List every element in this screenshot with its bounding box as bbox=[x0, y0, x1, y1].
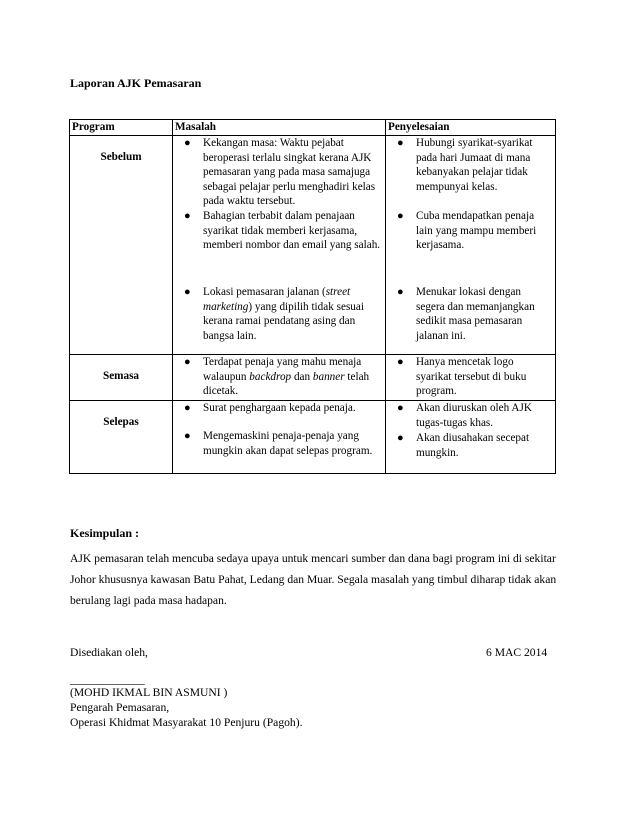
list-item: ● Akan diusahakan secepat mungkin. bbox=[397, 432, 530, 459]
masalah-cell bbox=[173, 401, 386, 474]
program-cell: Sebelum bbox=[70, 136, 173, 355]
bullet-icon: ● bbox=[184, 210, 191, 222]
penyelesaian-cell bbox=[386, 401, 556, 474]
list-item: ● Akan diuruskan oleh AJK tugas-tugas khas. bbox=[397, 402, 532, 429]
bullet-icon: ● bbox=[184, 430, 191, 442]
table-row bbox=[70, 355, 556, 401]
prepared-by-label: Disediakan oleh, bbox=[70, 646, 148, 659]
report-table bbox=[69, 119, 556, 474]
penyelesaian-cell bbox=[386, 136, 556, 355]
list-item: ● Terdapat penaja yang mahu menaja walaupun backdrop dan banner telah dicetak. bbox=[184, 356, 370, 398]
list-item: ● Cuba mendapatkan penaja lain yang mampu memberi kerjasama. bbox=[397, 210, 537, 252]
list-item: ● Menukar lokasi dengan segera dan memanjangkan sedikit masa pemasaran jalanan ini. bbox=[397, 286, 535, 342]
table-row bbox=[70, 136, 556, 355]
bullet-icon: ● bbox=[184, 356, 191, 368]
bullet-icon: ● bbox=[397, 137, 404, 149]
report-title: Laporan AJK Pemasaran bbox=[70, 76, 202, 90]
list-item: ● Bahagian terbabit dalam penajaan syarikat tidak memberi kerjasama, memberi nombor dan email yang salah. bbox=[184, 210, 381, 252]
masalah-cell bbox=[173, 355, 386, 401]
header-masalah: Masalah bbox=[173, 120, 386, 136]
bullet-icon: ● bbox=[397, 432, 404, 444]
bullet-icon: ● bbox=[184, 286, 191, 298]
bullet-icon: ● bbox=[397, 286, 404, 298]
table-row bbox=[70, 401, 556, 474]
list-item: ● Hubungi syarikat-syarikat pada hari Jumaat di mana kebanyakan pelajar tidak mempunyai kelas. bbox=[397, 137, 533, 193]
list-item: ● Hanya mencetak logo syarikat tersebut di buku program. bbox=[397, 356, 527, 398]
header-penyelesaian: Penyelesaian bbox=[386, 120, 556, 136]
bullet-icon: ● bbox=[397, 210, 404, 222]
signature-line: ______________ bbox=[70, 673, 145, 686]
bullet-icon: ● bbox=[397, 356, 404, 368]
signer-organization: Operasi Khidmat Masyarakat 10 Penjuru (Pagoh). bbox=[70, 715, 303, 729]
signer-block bbox=[70, 686, 302, 730]
signer-name: (MOHD IKMAL BIN ASMUNI ) bbox=[70, 686, 228, 699]
program-cell: Semasa bbox=[70, 355, 173, 401]
list-item: ● Mengemaskini penaja-penaja yang mungkin akan dapat selepas program. bbox=[184, 430, 373, 457]
report-date: 6 MAC 2014 bbox=[486, 646, 548, 659]
bullet-icon: ● bbox=[397, 402, 404, 414]
table-header-row bbox=[70, 120, 556, 136]
masalah-cell bbox=[173, 136, 386, 355]
signer-position: Pengarah Pemasaran, bbox=[70, 700, 170, 714]
list-item: ● Lokasi pemasaran jalanan (street marketing) yang dipilih tidak sesuai kerana ramai pendatang asing dan bangsa lain. bbox=[184, 286, 364, 342]
conclusion-heading: Kesimpulan : bbox=[70, 526, 140, 540]
bullet-icon: ● bbox=[184, 402, 191, 414]
program-cell: Selepas bbox=[70, 401, 173, 474]
conclusion-body: AJK pemasaran telah mencuba sedaya upaya untuk mencari sumber dan dana bagi program ini di sekitar Johor khususnya kawasan Batu Pahat, Ledang dan Muar. Segala masalah yang timbul diharap tidak akan berulang lagi pada masa hadapan. bbox=[70, 552, 557, 607]
header-program: Program bbox=[70, 120, 173, 136]
list-item: ● Surat penghargaan kepada penaja. bbox=[184, 402, 356, 414]
bullet-icon: ● bbox=[184, 137, 191, 149]
penyelesaian-cell bbox=[386, 355, 556, 401]
list-item: ● Kekangan masa: Waktu pejabat beroperasi terlalu singkat kerana AJK pemasaran yang pada masa samajuga sebagai pelajar perlu menghadiri kelas pada waktu tersebut. bbox=[184, 137, 376, 208]
